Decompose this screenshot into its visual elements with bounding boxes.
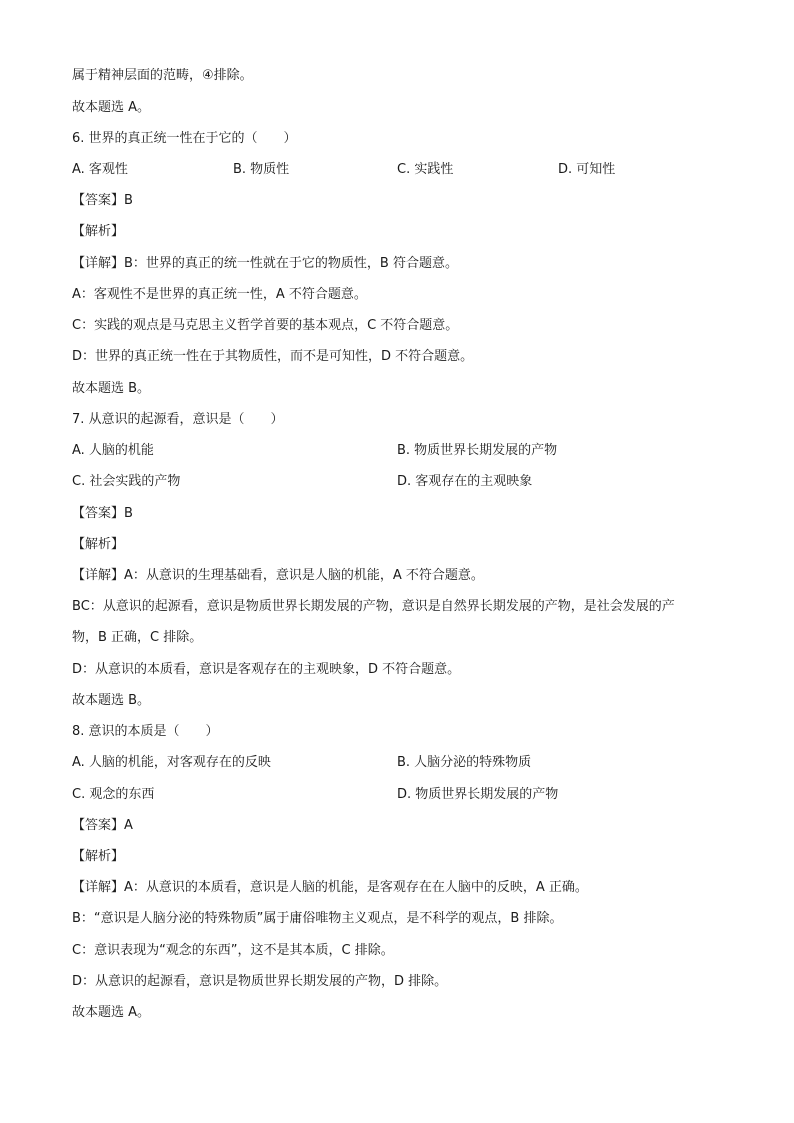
answer-label: 【答案】B [72, 193, 133, 208]
text-line: 【详解】B：世界的真正的统一性就在于它的物质性，B 符合题意。 [72, 256, 458, 271]
answer-label: 【答案】A [72, 818, 133, 833]
text-line: B：“意识是人脑分泌的特殊物质”属于庸俗唯物主义观点，是不科学的观点，B 排除。 [72, 911, 563, 926]
q6-option-a: A. 客观性 [72, 162, 128, 177]
text-line: 物，B 正确，C 排除。 [72, 630, 203, 645]
text-line: 故本题选 B。 [72, 381, 151, 396]
q6-option-b: B. 物质性 [233, 162, 290, 177]
q7-option-a: A. 人脑的机能 [72, 443, 154, 458]
text-line: BC：从意识的起源看，意识是物质世界长期发展的产物，意识是自然界长期发展的产物，是社会发展的产 [72, 599, 675, 614]
analysis-label: 【解析】 [72, 537, 125, 552]
q8-option-a: A. 人脑的机能，对客观存在的反映 [72, 755, 271, 770]
text-line: D：从意识的起源看，意识是物质世界长期发展的产物，D 排除。 [72, 974, 448, 989]
text-line: 故本题选 A。 [72, 1005, 151, 1020]
q8-option-c: C. 观念的东西 [72, 787, 155, 802]
question-7-title: 7. 从意识的起源看，意识是（ ） [72, 412, 284, 427]
text-line: D：世界的真正统一性在于其物质性，而不是可知性，D 不符合题意。 [72, 349, 474, 364]
q8-option-b: B. 人脑分泌的特殊物质 [397, 755, 532, 770]
text-line: 故本题选 B。 [72, 693, 151, 708]
q7-option-d: D. 客观存在的主观映象 [397, 474, 533, 489]
text-line: 【详解】A：从意识的生理基础看，意识是人脑的机能，A 不符合题意。 [72, 568, 484, 583]
q7-option-c: C. 社会实践的产物 [72, 474, 181, 489]
answer-label: 【答案】B [72, 506, 133, 521]
q6-option-c: C. 实践性 [397, 162, 454, 177]
analysis-label: 【解析】 [72, 224, 125, 239]
question-6-title: 6. 世界的真正统一性在于它的（ ） [72, 131, 297, 146]
text-line: C：意识表现为“观念的东西”，这不是其本质，C 排除。 [72, 943, 394, 958]
text-line: D：从意识的本质看，意识是客观存在的主观映象，D 不符合题意。 [72, 662, 461, 677]
q8-option-d: D. 物质世界长期发展的产物 [397, 787, 559, 802]
text-line: 属于精神层面的范畴，④排除。 [72, 68, 253, 83]
q6-option-d: D. 可知性 [558, 162, 616, 177]
q7-option-b: B. 物质世界长期发展的产物 [397, 443, 558, 458]
text-line: 故本题选 A。 [72, 100, 151, 115]
text-line: A：客观性不是世界的真正统一性，A 不符合题意。 [72, 287, 367, 302]
analysis-label: 【解析】 [72, 849, 125, 864]
text-line: C：实践的观点是马克思主义哲学首要的基本观点，C 不符合题意。 [72, 318, 459, 333]
question-8-title: 8. 意识的本质是（ ） [72, 724, 219, 739]
text-line: 【详解】A：从意识的本质看，意识是人脑的机能，是客观存在在人脑中的反映，A 正确。 [72, 880, 588, 895]
